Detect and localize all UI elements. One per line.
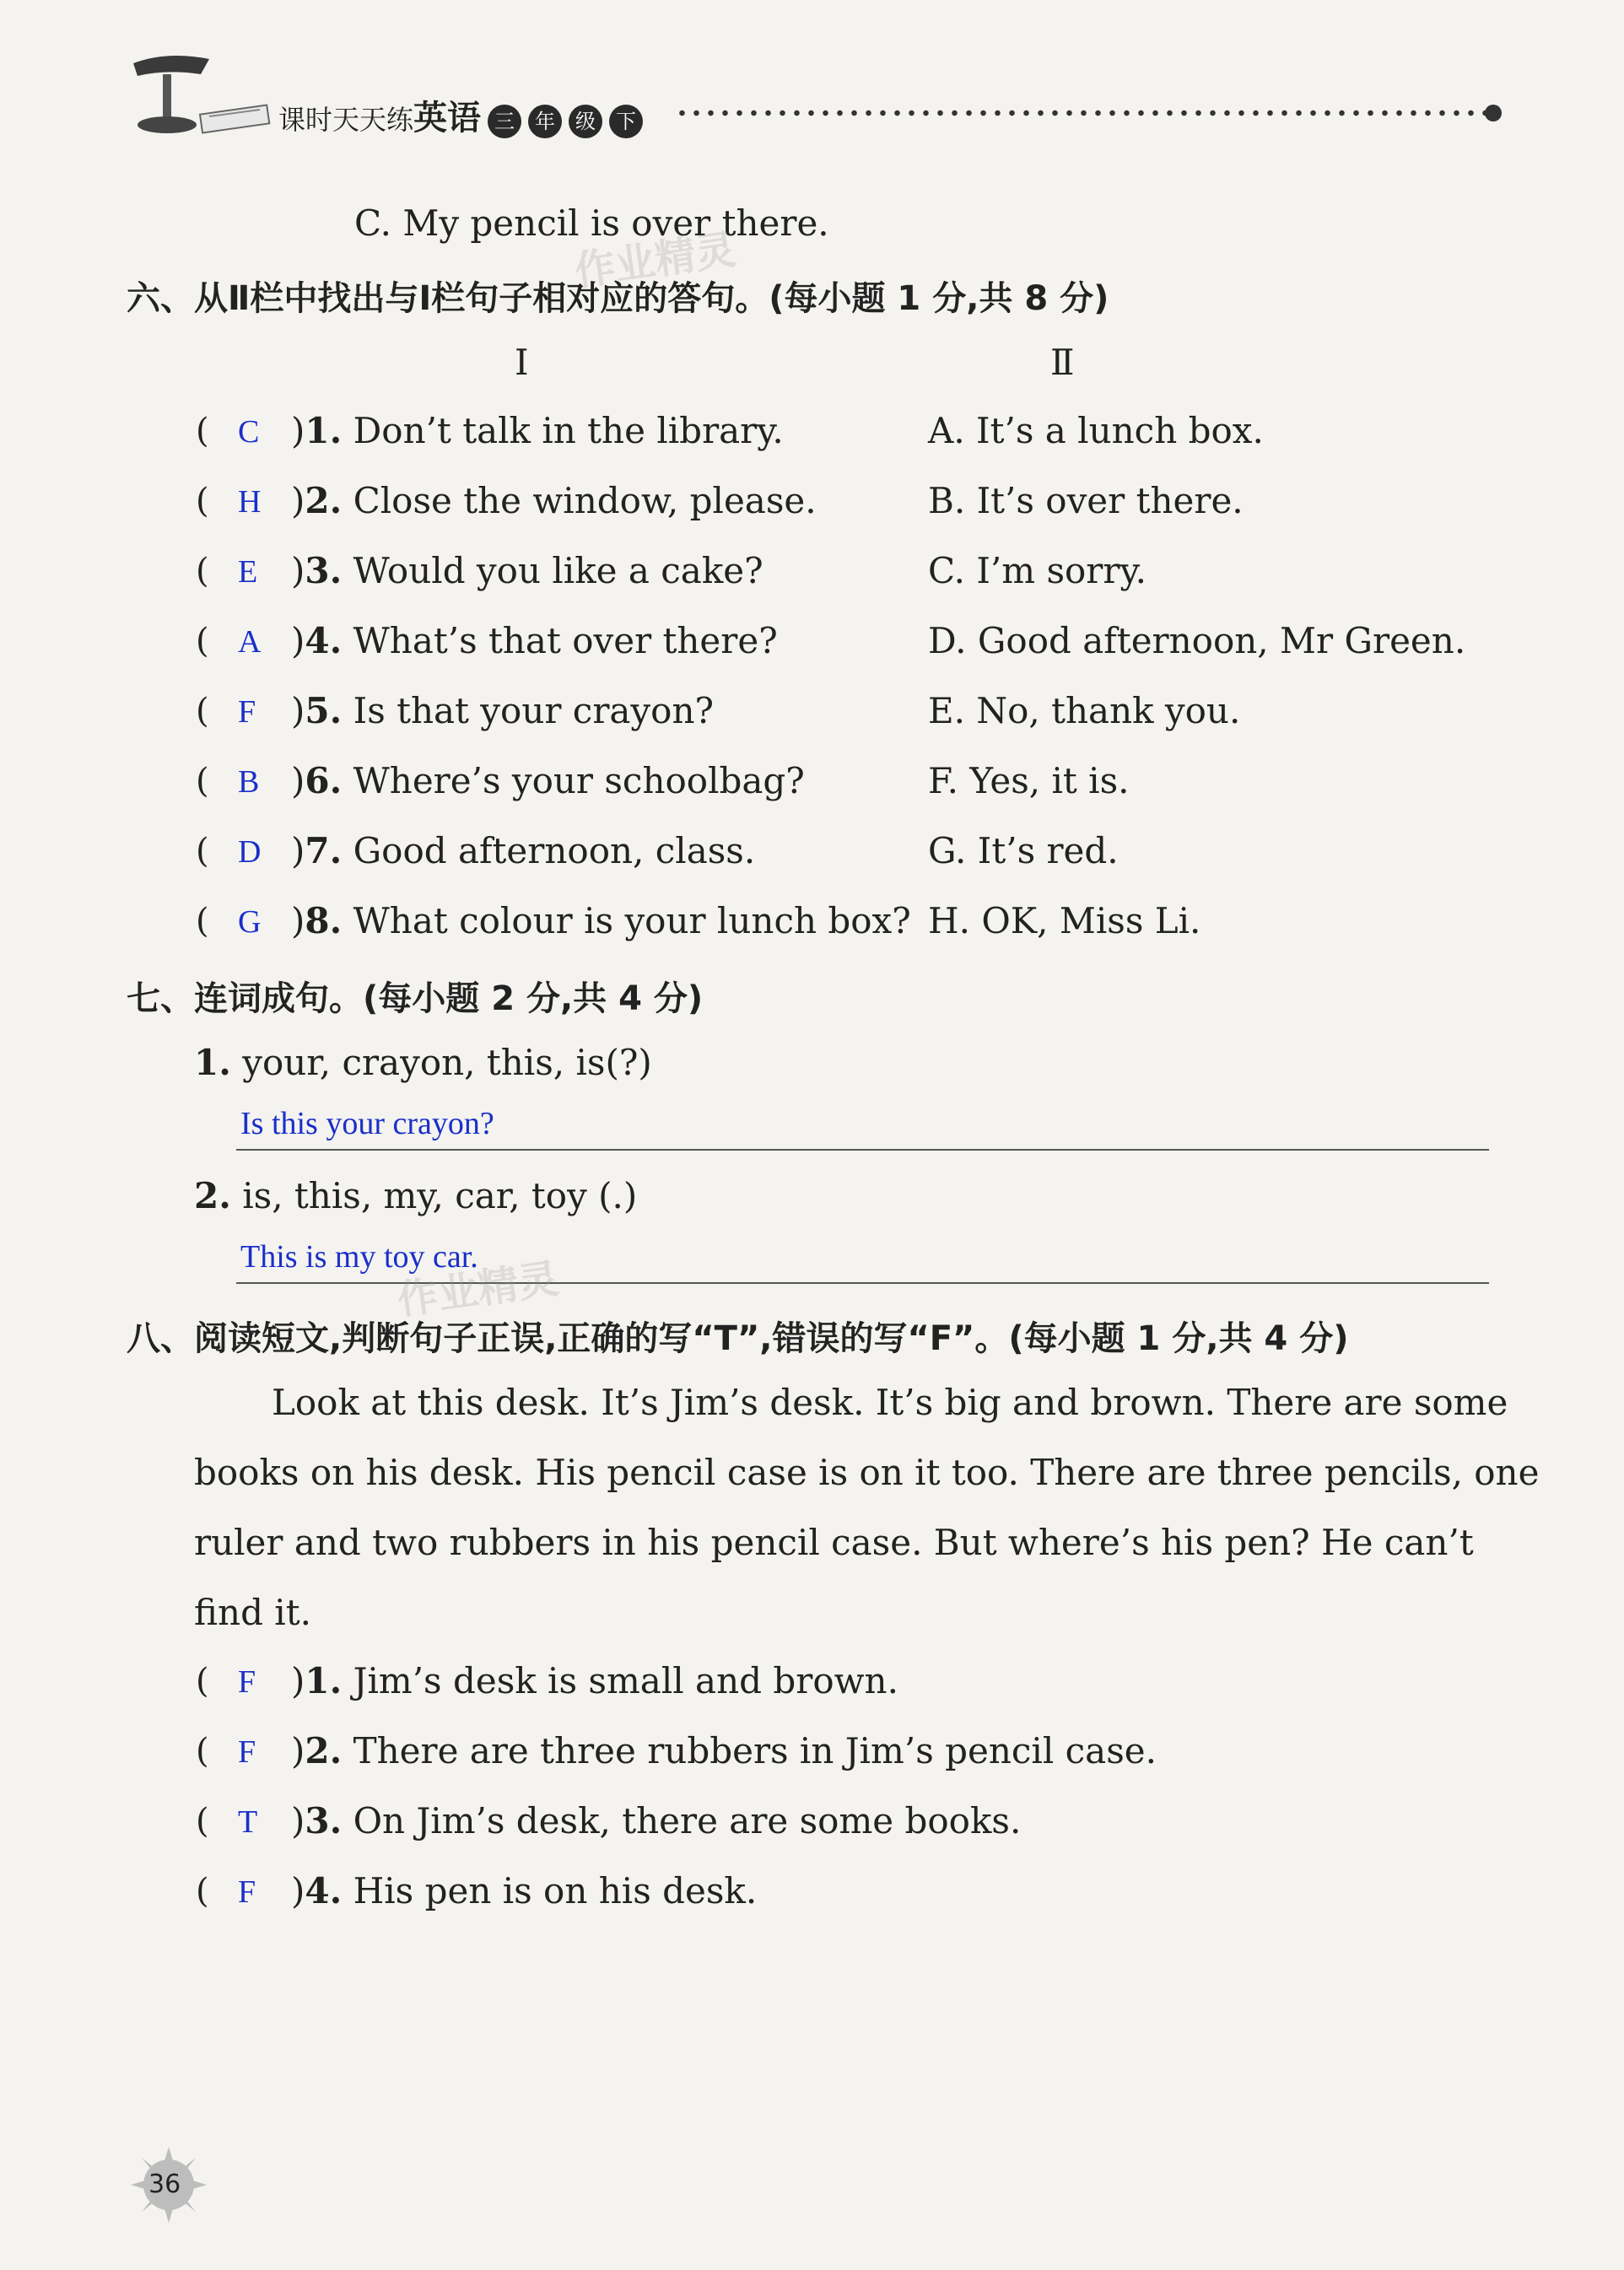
answer-blank[interactable]: T	[238, 1804, 258, 1840]
option-text: E. No, thank you.	[928, 690, 1241, 731]
passage-line: find it.	[194, 1592, 311, 1633]
option-text: F. Yes, it is.	[928, 760, 1130, 801]
sentence-answer[interactable]: Is this your crayon?	[240, 1106, 494, 1141]
section-6-title: 六、从Ⅱ栏中找出与Ⅰ栏句子相对应的答句。(每小题 1 分,共 8 分)	[127, 279, 1109, 318]
page-number: 36	[148, 2170, 181, 2199]
paren-open: (	[196, 762, 209, 801]
section-8-title: 八、阅读短文,判断句子正误,正确的写“T”,错误的写“F”。(每小题 1 分,共 4 分)	[127, 1319, 1349, 1358]
answer-blank[interactable]: F	[238, 1734, 256, 1770]
answer-blank[interactable]: G	[238, 904, 262, 940]
answer-line	[236, 1149, 1489, 1151]
paren-open: (	[196, 482, 209, 520]
paren-open: (	[196, 1662, 209, 1701]
question-text: )4. What’s that over there?	[291, 620, 778, 661]
question-text: )8. What colour is your lunch box?	[291, 900, 911, 941]
paren-open: (	[196, 902, 209, 941]
word-list: 2. is, this, my, car, toy (.)	[194, 1175, 638, 1216]
paren-open: (	[196, 622, 209, 661]
statement-text: )1. Jim’s desk is small and brown.	[291, 1660, 898, 1701]
option-text: A. It’s a lunch box.	[928, 410, 1264, 451]
paren-open: (	[196, 692, 209, 731]
paren-open: (	[196, 1802, 209, 1841]
passage-line: ruler and two rubbers in his pencil case. But where’s his pen? He can’t	[194, 1522, 1474, 1563]
paren-open: (	[196, 412, 209, 450]
passage-line: books on his desk. His pencil case is on it too. There are three pencils, one	[194, 1452, 1540, 1493]
column-2-header: Ⅱ	[1050, 342, 1075, 383]
answer-blank[interactable]: B	[238, 764, 260, 800]
paren-open: (	[196, 1872, 209, 1911]
question-text: )7. Good afternoon, class.	[291, 830, 756, 871]
statement-text: )3. On Jim’s desk, there are some books.	[291, 1800, 1022, 1841]
option-text: H. OK, Miss Li.	[928, 900, 1201, 941]
answer-blank[interactable]: F	[238, 1874, 256, 1910]
watermark: 作业精灵	[394, 1254, 562, 1325]
answer-blank[interactable]: C	[238, 414, 260, 450]
question-text: )2. Close the window, please.	[291, 480, 817, 521]
desk-lamp-icon	[116, 51, 272, 152]
question-text: )5. Is that your crayon?	[291, 690, 715, 731]
header-dot-end	[1485, 105, 1502, 121]
answer-blank[interactable]: E	[238, 554, 258, 590]
statement-text: )4. His pen is on his desk.	[291, 1870, 758, 1911]
column-1-header: Ⅰ	[515, 342, 529, 383]
answer-blank[interactable]: D	[238, 834, 262, 870]
paren-open: (	[196, 1732, 209, 1771]
paren-open: (	[196, 552, 209, 590]
header-title: 课时天天练英语 三 年 级 下	[278, 91, 643, 139]
word-list: 1. your, crayon, this, is(?)	[194, 1042, 652, 1083]
answer-blank[interactable]: F	[238, 1664, 256, 1700]
watermark: 作业精灵	[571, 225, 739, 296]
question-text: )6. Where’s your schoolbag?	[291, 760, 805, 801]
statement-text: )2. There are three rubbers in Jim’s pencil case.	[291, 1730, 1157, 1771]
option-text: C. I’m sorry.	[928, 550, 1147, 591]
header-dotted-line	[675, 110, 1493, 116]
section-7-title: 七、连词成句。(每小题 2 分,共 4 分)	[127, 979, 704, 1018]
option-text: G. It’s red.	[928, 830, 1119, 871]
answer-blank[interactable]: A	[238, 624, 262, 660]
sentence-answer[interactable]: This is my toy car.	[240, 1239, 478, 1275]
option-text: D. Good afternoon, Mr Green.	[928, 620, 1466, 661]
paren-open: (	[196, 832, 209, 871]
previous-option: C. My pencil is over there.	[354, 202, 829, 244]
option-text: B. It’s over there.	[928, 480, 1244, 521]
question-text: )3. Would you like a cake?	[291, 550, 763, 591]
question-text: )1. Don’t talk in the library.	[291, 410, 784, 451]
passage-line: Look at this desk. It’s Jim’s desk. It’s big and brown. There are some	[272, 1382, 1508, 1423]
answer-blank[interactable]: F	[238, 694, 256, 730]
answer-blank[interactable]: H	[238, 484, 262, 520]
